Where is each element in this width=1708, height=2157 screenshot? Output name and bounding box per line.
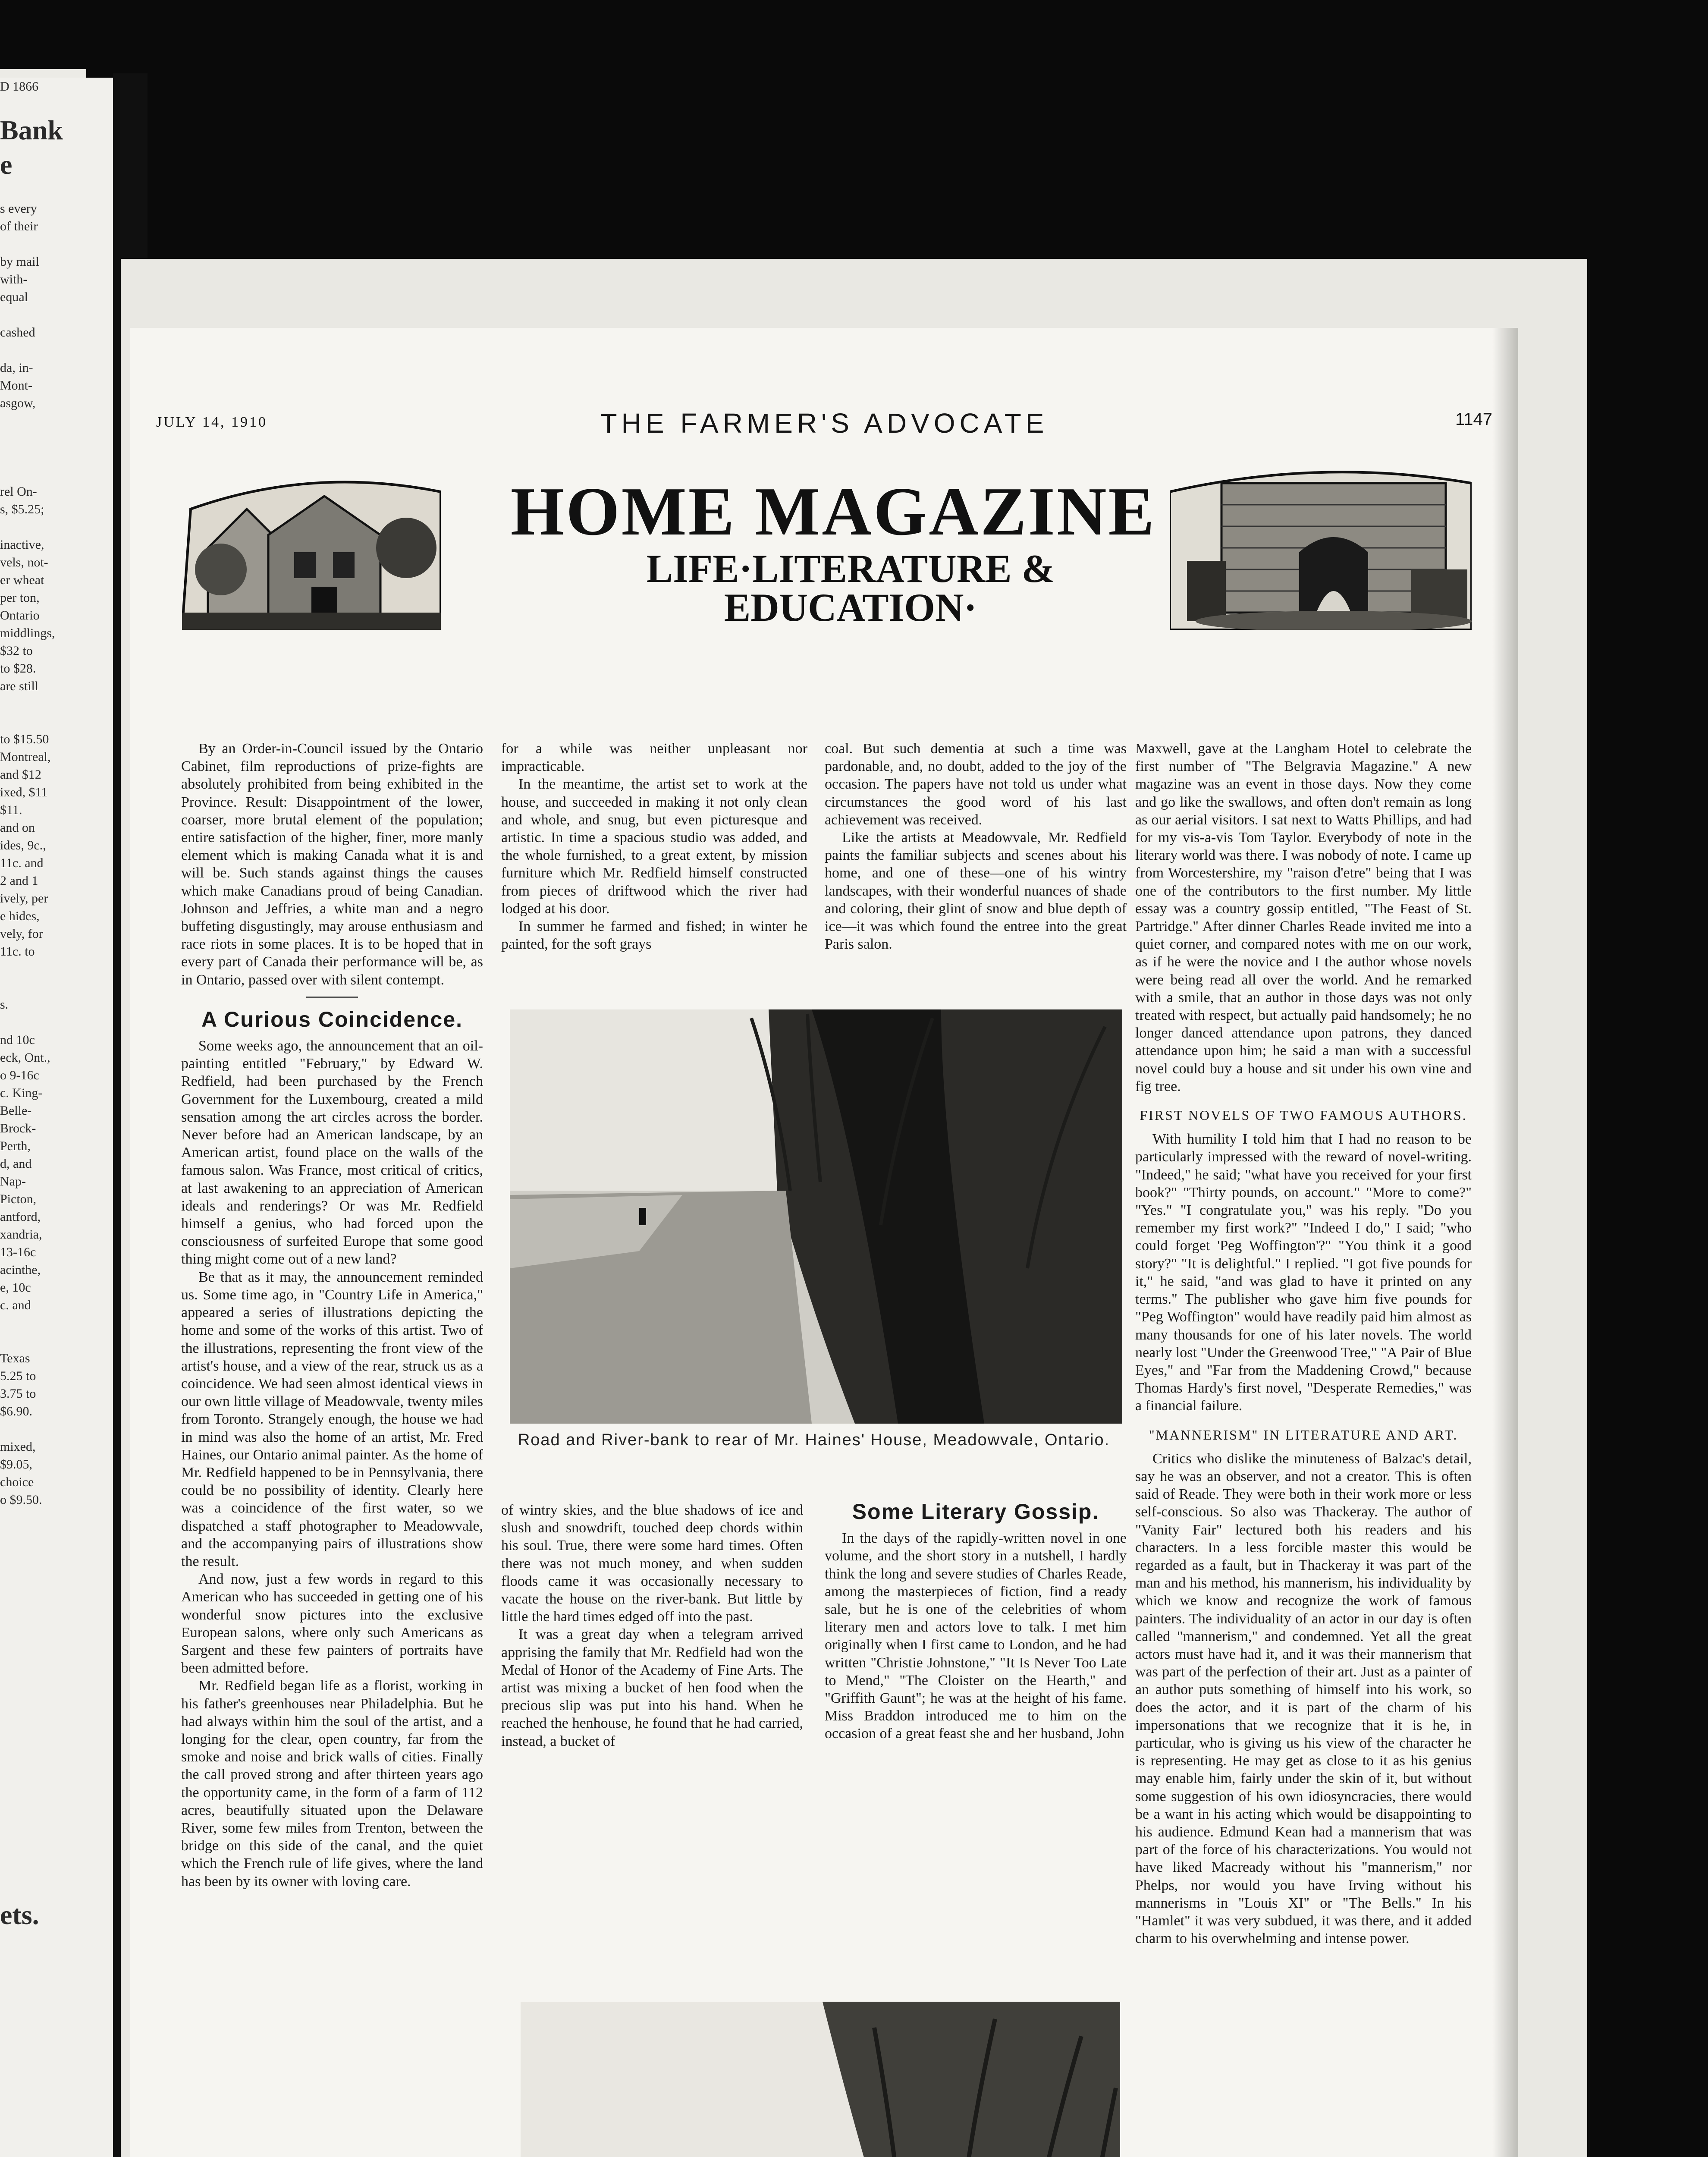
previous-page-line: mixed, bbox=[0, 1440, 36, 1454]
previous-page-line: vely, for bbox=[0, 927, 43, 941]
previous-page-line: by mail bbox=[0, 255, 39, 269]
previous-page-line bbox=[0, 1721, 113, 1739]
previous-page-line bbox=[0, 1756, 113, 1774]
previous-page-line: Nap- bbox=[0, 1174, 26, 1189]
previous-page-line: Belle- bbox=[0, 1104, 32, 1118]
previous-page-line bbox=[0, 518, 113, 536]
previous-page-line bbox=[0, 1862, 113, 1880]
previous-page-line: $6.90. bbox=[0, 1404, 32, 1418]
home-magazine-banner bbox=[182, 457, 1472, 630]
article-paragraph: And now, just a few words in regard to this American who has succeeded in getting one of his wonderful snow pictures into the exclusive European salons, where only such Americans as Sargent and these few painters of portraits have been admitted before. bbox=[181, 1571, 483, 1676]
article-paragraph: of wintry skies, and the blue shadows of ice and slush and snowdrift, touched deep chords within his soul. True, there were some hard times. Often there was not much money, and when sudden floods came it was occasionally necessary to vacate the house on the river-bank. But little by little the hard times edged off into the past. bbox=[501, 1502, 803, 1625]
previous-page-line: Bank bbox=[0, 115, 63, 145]
fireplace-illustration bbox=[1170, 457, 1472, 630]
previous-page-line: 11c. to bbox=[0, 944, 35, 959]
editorial-paragraph: By an Order-in-Council issued by the Ontario Cabinet, film reproductions of prize-fights are absolutely prohibited from being exhibited in the Province. Result: Disappointment of the lower, coarser, more brutal element of the population; entire satisfaction of the higher, finer, more manly element which is making Canada what it is and will be. Such stands against things the causes which make Canadians proud of being Canadian. Johnson and Jeffries, a white man and a negro buffeting disgustingly, may arouse enthusiasm and race riots in some places. It is to be hoped that in every part of Canada their performance will be, as in Ontario, passed over with silent contempt. bbox=[181, 741, 483, 988]
previous-page-line: Montreal, bbox=[0, 750, 51, 764]
previous-page-line bbox=[0, 1509, 113, 1526]
article-paragraph: Like the artists at Meadowvale, Mr. Redfield paints the familiar subjects and scenes about his home, and one of these—one of his wintry landscapes, with their wonderful nuances of shade and coloring, their glint of snow and blue depth of ice—it was which found the entree into the great Paris salon. bbox=[825, 830, 1127, 953]
previous-page-line bbox=[0, 1792, 113, 1809]
previous-page-line bbox=[0, 1827, 113, 1845]
article-heading-literary-gossip: Some Literary Gossip. bbox=[852, 1500, 1099, 1524]
article-paragraph: Some weeks ago, the announcement that an oil-painting entitled "February," by Edward W. Redfield, had been purchased by the French Government for the Luxembourg, created a mild sensation among the art circles across the border. Never before had an American landscape, by an American artist, found place on the walls of the famous salon. Was France, most critical of critics, at last awakening to an appreciation of American ideals and renderings? Or was Mr. Redfield himself a genius, who had forced upon the consciousness of surfeited Europe that some good thing might come out of a new land? bbox=[181, 1038, 483, 1267]
previous-page-line bbox=[0, 1880, 113, 1898]
previous-page-line: of their bbox=[0, 219, 38, 233]
previous-page-line: ixed, $11 bbox=[0, 785, 48, 799]
publication-name: THE FARMER'S ADVOCATE bbox=[600, 408, 1049, 439]
previous-page-line: xandria, bbox=[0, 1227, 42, 1242]
column-2-top bbox=[501, 740, 807, 990]
photo-meadowvale bbox=[510, 1009, 1122, 1424]
previous-page-line: ively, per bbox=[0, 891, 48, 906]
previous-page-line: with- bbox=[0, 272, 28, 286]
article-paragraph: for a while was neither unpleasant nor impracticable. bbox=[501, 741, 807, 775]
previous-page-line: nd 10c bbox=[0, 1033, 35, 1047]
previous-page-line: 3.75 to bbox=[0, 1387, 36, 1401]
previous-page-line bbox=[0, 1314, 113, 1332]
previous-page-line: e, 10c bbox=[0, 1280, 31, 1295]
previous-page-line: and on bbox=[0, 821, 35, 835]
house-illustration bbox=[182, 457, 441, 630]
previous-page-fragment bbox=[0, 78, 121, 2157]
column-2-bottom bbox=[501, 1501, 803, 1971]
previous-page-line bbox=[0, 235, 113, 253]
previous-page-line: eck, Ont., bbox=[0, 1050, 50, 1065]
previous-page-line: o $9.50. bbox=[0, 1493, 42, 1507]
article-paragraph: Mr. Redfield began life as a florist, working in his father's greenhouses near Philadelphia. But he had always within him the soul of the artist, and a longing for the clear, open country, far from the smoke and noise and brick walls of cities. Finally the call proved strong and after thirteen years ago the opportunity came, in the form of a farm of 112 acres, beautifully situated upon the Delaware River, some few miles from Trenton, between the bridge on this side of the canal, and the quiet which the French rule of life gives, where the land has been by its owner with loving care. bbox=[181, 1678, 483, 1890]
previous-page-line: cashed bbox=[0, 325, 35, 340]
previous-page-line: $9.05, bbox=[0, 1457, 32, 1472]
previous-page-line bbox=[0, 1526, 113, 1544]
previous-page-line bbox=[0, 412, 113, 430]
previous-page-line bbox=[0, 1597, 113, 1615]
previous-page-line: 2 and 1 bbox=[0, 874, 38, 888]
previous-page-line: c. King- bbox=[0, 1086, 43, 1100]
previous-page-line: to $28. bbox=[0, 661, 36, 676]
article-paragraph: Be that as it may, the announcement reminded us. Some time ago, in "Country Life in America," appeared a series of illustrations depicting the home and some of the works of this artist. Two of the illustrations, representing the front view of the artist's house, and a view of the rear, struck us as a coincidence. We had seen almost identical views in our own little village of Meadowvale, twenty miles from Toronto. Strangely enough, the house we had in mind was also the home of an artist, Mr. Fred Haines, our Ontario animal painter. As the home of Mr. Redfield happened to be in Pennsylvania, there could be no possibility of identity. Clearly here was a coincidence of the first water, so we dispatched a staff photographer to Meadowvale, and the accompanying pairs of illustrations show the result. bbox=[181, 1269, 483, 1569]
banner-title: HOME MAGAZINE bbox=[510, 473, 1156, 550]
previous-page-line bbox=[0, 95, 113, 113]
article-heading-curious-coincidence: A Curious Coincidence. bbox=[201, 1007, 463, 1031]
article-paragraph: Maxwell, gave at the Langham Hotel to celebrate the first number of "The Belgravia Magazine." A new magazine was an event in those days. Now they come and go like the swallows, and often don't remain as long as our aerial visitors. I sat next to Watts Phillips, and had for my vis-a-vis Tom Taylor. Everybody of note in the literary world was there. I was nobody of note. I came up from Worcestershire, my "raison d'etre" being that I was one of the contributors to the first number. My little essay was a country gossip entitled, "The Feast of St. Partridge." After dinner Charles Reade invited me into a quiet corner, and compared notes with me on our work, as if he were the novice and I the author whose novels were being read all over the world. And he remarked with a smile, that an author in those days was not only treated with respect, but actually paid handsomely; he no longer danced attendance upon patrons, they danced attendance upon him; he said a man with a successful novel could buy a house and sit under his own vine and fig tree. bbox=[1135, 741, 1472, 1094]
previous-page-line: er wheat bbox=[0, 573, 44, 587]
previous-page-line bbox=[0, 1562, 113, 1579]
previous-page-line: e bbox=[0, 149, 13, 180]
previous-page-line: c. and bbox=[0, 1298, 31, 1312]
previous-page-line: e hides, bbox=[0, 909, 40, 923]
previous-page-line bbox=[0, 1650, 113, 1668]
previous-page-line: s. bbox=[0, 997, 9, 1012]
previous-page-line bbox=[0, 695, 113, 713]
previous-page-line bbox=[0, 1809, 113, 1827]
previous-page-line: and $12 bbox=[0, 767, 41, 782]
previous-page-line: 13-16c bbox=[0, 1245, 36, 1259]
previous-page-line: middlings, bbox=[0, 626, 55, 640]
previous-page-line bbox=[0, 1332, 113, 1349]
previous-page-line bbox=[0, 1632, 113, 1650]
magazine-page bbox=[130, 328, 1518, 2157]
previous-page-line: da, in- bbox=[0, 361, 33, 375]
previous-page-line: Ontario bbox=[0, 608, 40, 623]
previous-page-line bbox=[0, 1845, 113, 1862]
article-paragraph: With humility I told him that I had no reason to be particularly impressed with the reward of novel-writing. "Indeed," he said; "what have you received for your first book?" "Thirty pounds, on account." "More to come?" "Yes." "I congratulate you," was his reply. "Do you remember my first work?" "Indeed I do," I said; "who could forget 'Peg Woffington'?" "You think it a good story?" "It is delightful." I replied. "I got five pounds for it," he said, "and was glad to have it printed on any terms." The publisher who gave him five pounds for "Peg Woffington" would have readily paid him almost as many thousands for one of his later novels. The world nearly lost "Under the Greenwood Tree," "A Pair of Blue Eyes," and "Far from the Maddening Crowd," because Thomas Hardy's first novel, "Desperate Remedies," was a financial failure. bbox=[1135, 1131, 1472, 1414]
page-number: 1147 bbox=[1455, 410, 1492, 429]
previous-page-line bbox=[0, 1774, 113, 1792]
previous-page-line bbox=[0, 465, 113, 483]
previous-page-line bbox=[0, 1013, 113, 1031]
previous-page-line: s, $5.25; bbox=[0, 502, 44, 516]
article-paragraph: In the meantime, the artist set to work at the house, and succeeded in making it not only clean and whole, and snug, but even picturesque and artistic. In time a spacious studio was added, and the whole furnished, to a great extent, by mission furniture which Mr. Redfield himself constructed from pieces of driftwood which the river had lodged at his door. bbox=[501, 776, 807, 917]
previous-page-line: 11c. and bbox=[0, 856, 44, 870]
previous-page-line bbox=[0, 1615, 113, 1632]
previous-page-line: 5.25 to bbox=[0, 1369, 36, 1383]
previous-page-line: Brock- bbox=[0, 1121, 36, 1135]
previous-page-line bbox=[0, 1544, 113, 1562]
photo-centre-bridge bbox=[521, 2002, 1120, 2157]
previous-page-line: ides, 9c., bbox=[0, 838, 46, 852]
previous-page-line: Picton, bbox=[0, 1192, 37, 1206]
issue-date: JULY 14, 1910 bbox=[156, 414, 267, 430]
previous-page-line bbox=[0, 1685, 113, 1703]
previous-page-line bbox=[0, 713, 113, 730]
article-paragraph: It was a great day when a telegram arrived apprising the family that Mr. Redfield had won the Medal of Honor of the Academy of Fine Arts. The artist was mixing a bucket of hen food when the precious slip was put into his hand. When he reached the henhouse, he found that he had carried, instead, a bucket of bbox=[501, 1626, 803, 1749]
column-4 bbox=[1135, 740, 1472, 2157]
previous-page-line: equal bbox=[0, 290, 28, 304]
banner-subtitle-line2: EDUCATION· bbox=[724, 585, 977, 629]
article-paragraph: In the days of the rapidly-written novel in one volume, and the short story in a nutshell, I hardly think the long and severe studies of Charles Reade, among the masterpieces of fiction, find a ready sale, but he is one of the celebrities of whom literary men and actors love to talk. I met him originally when I first came to London, and he had written "Christie Johnstone," "It Is Never Too Late to Mend," "The Cloister on the Hearth," and "Griffith Gaunt"; he was at the height of his fame. Miss Braddon introduced me to him on the occasion of a great feast she and her husband, John bbox=[825, 1530, 1127, 1742]
previous-page-line: acinthe, bbox=[0, 1263, 41, 1277]
previous-page-line bbox=[0, 430, 113, 447]
previous-page-line: Perth, bbox=[0, 1139, 31, 1153]
divider bbox=[306, 997, 358, 998]
previous-page-line bbox=[0, 978, 113, 996]
article-paragraph: In summer he farmed and fished; in winter he painted, for the soft grays bbox=[501, 918, 807, 953]
previous-page-line bbox=[0, 447, 113, 465]
previous-page-line: choice bbox=[0, 1475, 34, 1489]
previous-page-line: o 9-16c bbox=[0, 1068, 39, 1082]
previous-page-line bbox=[0, 306, 113, 324]
previous-page-line: $32 to bbox=[0, 644, 33, 658]
previous-page-line bbox=[0, 1420, 113, 1438]
previous-page-line bbox=[0, 341, 113, 359]
previous-page-line: to $15.50 bbox=[0, 732, 49, 746]
article-paragraph: Critics who dislike the minuteness of Balzac's detail, say he was an observer, and not a creator. This is often said of Reade. They were both in their work more or less self-conscious. So also was Thackeray. The author of "Vanity Fair" lectured both his readers and his characters. In a less forcible master this would be regarded as a fault, but in Thackeray it was part of the man and his method, his mannerism, his individuality by which we know and recognize the work of famous painters. The individuality of an actor in our day is often called "mannerism," and condemned. Yet all the great actors must have had it, and it was their mannerism that was part of the perfection of their art. Just as a painter of an author puts something of himself into his work, so does the actor, and it is part of the charm of his impersonations that we recognize that it is he, in particular, who is giving us his view of the character he is representing. He may get as close to it as his genius may enable him, fairly under the skin of it, but without some suggestion of his own idiosyncracies, there would be a want in his acting which would be disappointing to his audience. Edmund Kean had a mannerism that was part of the force of his characterizations. You would not have liked Macready without his "mannerism," nor Phelps, nor would you have Irving without his mannerisms in "Louis XI" or "The Bells." In his "Hamlet" it was very subdued, it was there, and it added charm to his overwhelming and intense power. bbox=[1135, 1450, 1472, 1947]
previous-page-line: d, and bbox=[0, 1157, 32, 1171]
article-paragraph: coal. But such dementia at such a time was pardonable, and, no doubt, added to the joy of the occasion. The papers have not told us under what circumstances the good word of his last achievement was received. bbox=[825, 741, 1127, 828]
previous-page-line: antford, bbox=[0, 1210, 41, 1224]
previous-page-line: are still bbox=[0, 679, 39, 693]
previous-page-line bbox=[0, 182, 113, 200]
subheading-mannerism: "MANNERISM" IN LITERATURE AND ART. bbox=[1149, 1427, 1458, 1443]
previous-page-line: per ton, bbox=[0, 591, 40, 605]
previous-page-line: Mont- bbox=[0, 378, 32, 393]
previous-page-line: asgow, bbox=[0, 396, 36, 410]
previous-page-line: rel On- bbox=[0, 484, 37, 499]
previous-page-line: D 1866 bbox=[0, 79, 39, 94]
page-edge-shadow bbox=[1492, 328, 1518, 2157]
previous-page-line: ets. bbox=[0, 1899, 39, 1930]
column-1 bbox=[181, 740, 483, 2157]
previous-page-line: inactive, bbox=[0, 538, 44, 552]
previous-page-line bbox=[0, 1579, 113, 1597]
previous-page-line: s every bbox=[0, 201, 37, 216]
previous-page-line bbox=[0, 1668, 113, 1685]
column-3-bottom bbox=[825, 1493, 1127, 1971]
previous-page-line: $11. bbox=[0, 803, 22, 817]
banner-subtitle-line1: LIFE·LITERATURE & bbox=[646, 547, 1055, 591]
photo-caption-meadowvale: Road and River-bank to rear of Mr. Haines' House, Meadowvale, Ontario. bbox=[518, 1431, 1110, 1449]
previous-page-line bbox=[0, 1703, 113, 1721]
column-3-top bbox=[825, 740, 1127, 990]
page-header bbox=[130, 408, 1518, 444]
previous-page-line: Texas bbox=[0, 1351, 30, 1365]
previous-page-line: vels, not- bbox=[0, 555, 48, 569]
subheading-first-novels: FIRST NOVELS OF TWO FAMOUS AUTHORS. bbox=[1140, 1107, 1467, 1123]
previous-page-line bbox=[0, 1739, 113, 1756]
previous-page-line bbox=[0, 960, 113, 978]
